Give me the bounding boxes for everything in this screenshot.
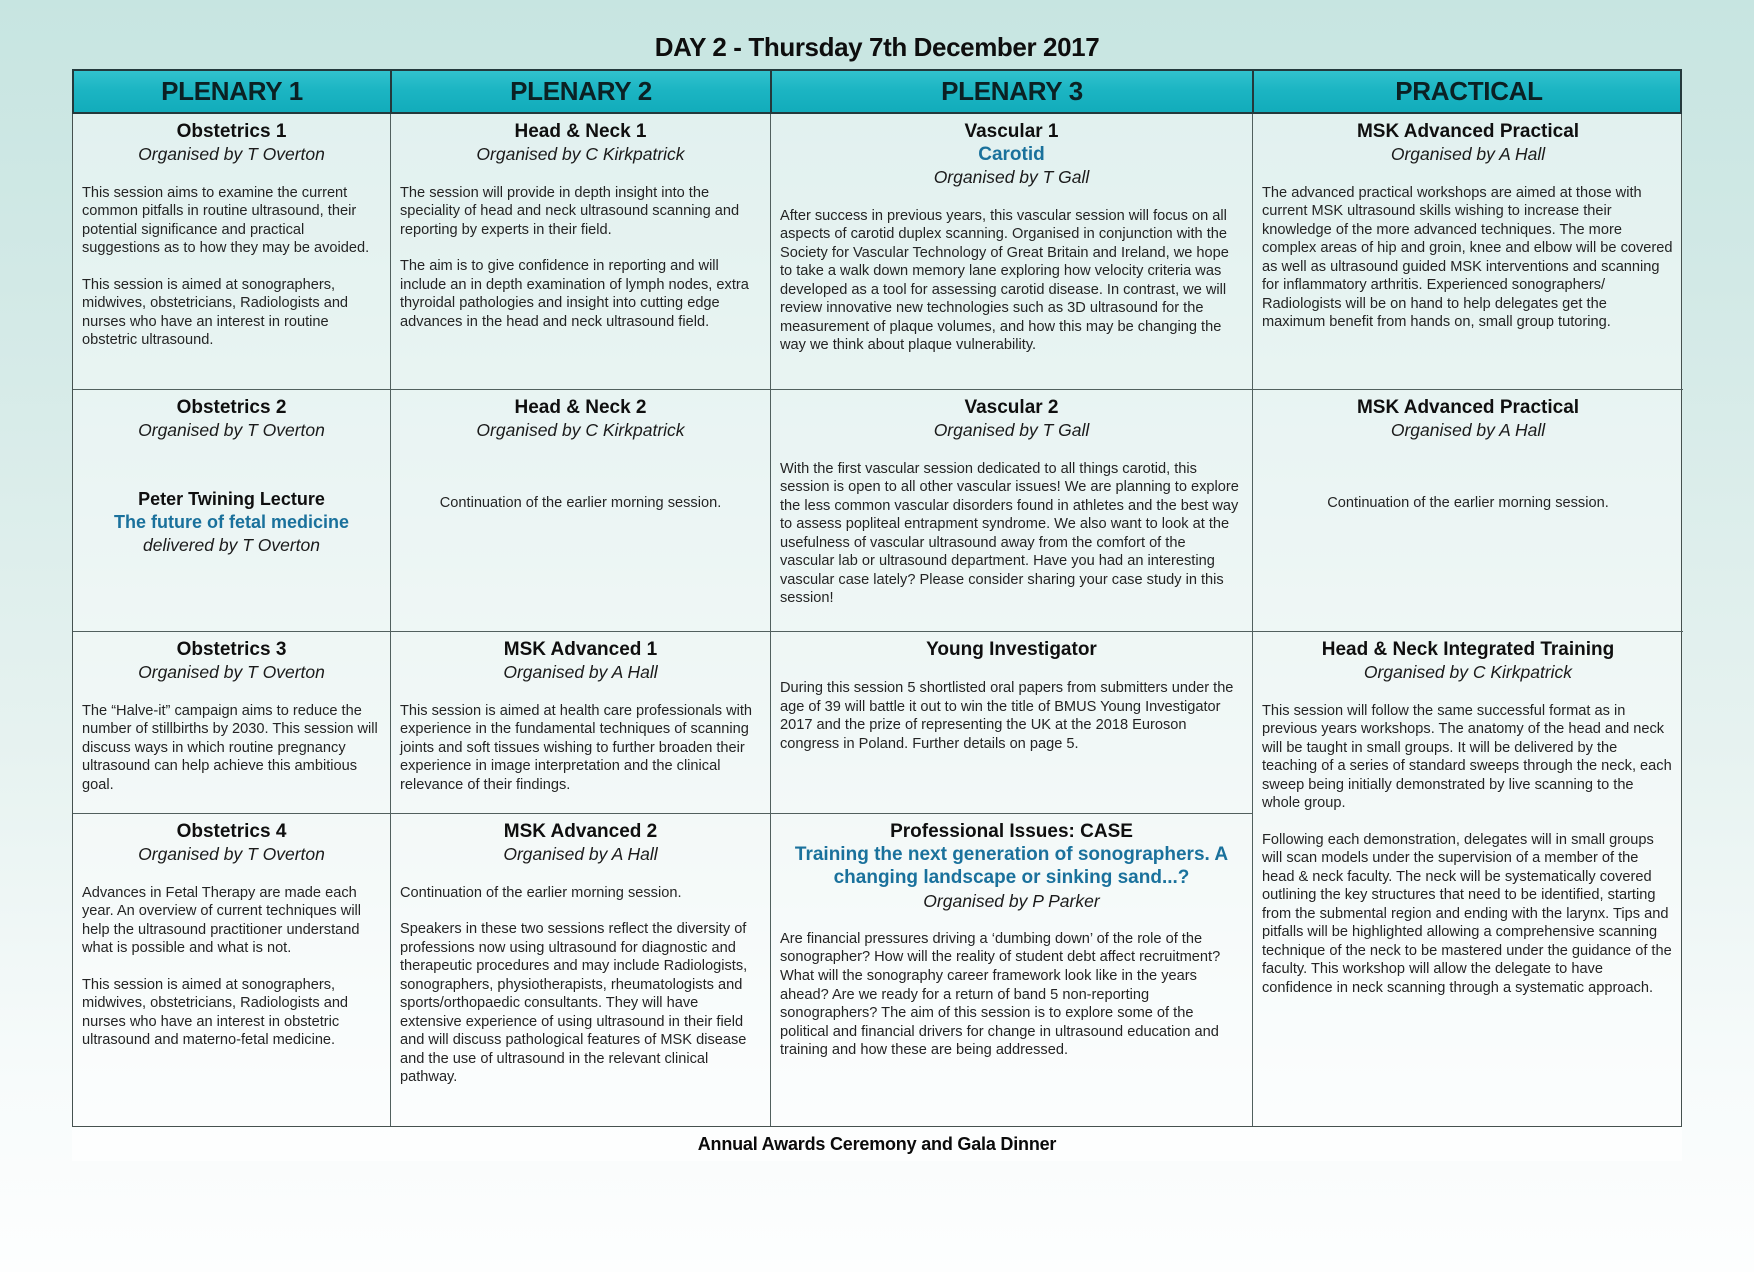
session-organiser: Organised by A Hall bbox=[503, 662, 658, 683]
session-title: Head & Neck 2 bbox=[514, 397, 647, 418]
session-organiser: Organised by C Kirkpatrick bbox=[1363, 662, 1573, 683]
session-title: Head & Neck 1 bbox=[514, 121, 647, 142]
column-header-plenary-1: PLENARY 1 bbox=[74, 71, 392, 112]
cell-head-neck-2 bbox=[391, 390, 771, 632]
session-title: MSK Advanced Practical bbox=[1356, 397, 1580, 418]
session-organiser: Organised by A Hall bbox=[1390, 420, 1546, 441]
schedule-table bbox=[72, 69, 1682, 1161]
awards-dinner-banner: Annual Awards Ceremony and Gala Dinner bbox=[72, 1127, 1682, 1161]
cell-obstetrics-1 bbox=[73, 114, 391, 390]
session-description: The “Halve-it” campaign aims to reduce the number of stillbirths by 2030. This session will discuss ways in which routine pregnancy ultrasound can help achieve this ambitious goal. bbox=[82, 702, 378, 793]
lecture-title: Peter Twining Lecture bbox=[138, 488, 325, 509]
cell-head-neck-1 bbox=[391, 114, 771, 390]
lecture-subtitle: The future of fetal medicine bbox=[113, 511, 350, 532]
session-organiser: Organised by T Overton bbox=[138, 662, 325, 683]
session-description: Are financial pressures driving a ‘dumbing down’ of the role of the sonographer? How will the reality of student debt affect recruitment? What will the sonography career framework look like in the years ahead? Are we ready for a return of band 5 non-reporting sonographers? The aim of this session is to explore some of the political and financial drivers for change in ultrasound education and training and how these are being addressed. bbox=[780, 930, 1221, 1059]
session-description: With the first vascular session dedicated to all things carotid, this session is open to all other vascular issues! We are planning to explore the less common vascular disorders found in athletes and the best way to assess popliteal entrapment syndrome. We also want to look at the usefulness of vascular ultrasound away from the comfort of the vascular lab or ultrasound department. Have you had an interesting vascular case lately? Please consider sharing your case study in this session! bbox=[780, 460, 1239, 607]
session-organiser: Organised by C Kirkpatrick bbox=[476, 420, 685, 441]
session-title: MSK Advanced 1 bbox=[503, 639, 658, 660]
session-description: During this session 5 shortlisted oral papers from submitters under the age of 39 will battle it out to win the title of BMUS Young Investigator 2017 and the prize of representing the UK at the 2018 Euroson congress in Poland. Further details on page 5. bbox=[780, 680, 1234, 752]
session-subtitle: Training the next generation of sonographers. A changing landscape or sinking sand...? bbox=[794, 844, 1229, 889]
cell-young-investigator bbox=[771, 632, 1253, 814]
lecture-speaker: delivered by T Overton bbox=[142, 535, 321, 556]
cell-vascular-1 bbox=[771, 114, 1253, 390]
session-organiser: Organised by A Hall bbox=[503, 844, 658, 865]
session-description: Speakers in these two sessions reflect the diversity of professions now using ultrasound for diagnostic and therapeutic procedures and may include Radiologists, sonographers, physiotherapists, rheumatologists and sports/orthopaedic consultants. They will have extensive experience of using ultrasound in their field and will discuss pathological features of MSK disease and the use of ultrasound in the relevant clinical pathway. bbox=[400, 921, 748, 1086]
cell-msk-advanced-2 bbox=[391, 814, 771, 1126]
session-title: Vascular 2 bbox=[964, 397, 1059, 418]
session-title: Young Investigator bbox=[926, 639, 1097, 660]
program-page bbox=[0, 32, 1754, 1272]
session-organiser: Organised by T Overton bbox=[138, 144, 325, 165]
session-organiser: Organised by T Gall bbox=[933, 167, 1090, 188]
session-title: Vascular 1 bbox=[964, 121, 1059, 142]
session-description: This session is aimed at health care professionals with experience in the fundamental techniques of scanning joints and soft tissues wishing to further broaden their experience in image interpretation and the clinical relevance of their findings. bbox=[400, 702, 753, 793]
session-title: Obstetrics 1 bbox=[176, 121, 287, 142]
session-organiser: Organised by T Overton bbox=[138, 844, 325, 865]
session-description: This session is aimed at sonographers, midwives, obstetricians, Radiologists and nurses who have an interest in routine obstetric ultrasound. bbox=[82, 276, 349, 349]
session-title: MSK Advanced 2 bbox=[503, 821, 658, 842]
cell-obstetrics-3 bbox=[73, 632, 391, 814]
column-header-practical: PRACTICAL bbox=[1395, 76, 1543, 106]
page-title: DAY 2 - Thursday 7th December 2017 bbox=[654, 32, 1100, 62]
session-description: This session aims to examine the current common pitfalls in routine ultrasound, their potential significance and practical suggestions as to how they may be avoided. bbox=[82, 184, 370, 257]
cell-professional-issues-case bbox=[771, 814, 1253, 1126]
named-lecture-block bbox=[82, 488, 381, 558]
session-title: Obstetrics 2 bbox=[176, 397, 287, 418]
cell-head-neck-integrated-training bbox=[1253, 632, 1683, 1126]
session-title: MSK Advanced Practical bbox=[1356, 121, 1580, 142]
session-description: Continuation of the earlier morning session. bbox=[400, 884, 682, 901]
cell-msk-advanced-practical-am bbox=[1253, 114, 1683, 390]
session-organiser: Organised by T Gall bbox=[933, 420, 1090, 441]
session-description: Following each demonstration, delegates will in small groups will scan models under the supervision of a member of the head & neck faculty. The neck will be systematically covered outlining the key structures that need to be identified, starting from the submental region and ending with the larynx. Tips and pitfalls will be highlighted allowing a comprehensive scanning technique of the neck to be mastered under the guidance of the faculty. This workshop will allow the delegate to have confidence in neck scanning through a systematic approach. bbox=[1262, 831, 1672, 996]
session-note: Continuation of the earlier morning session. bbox=[1327, 494, 1609, 511]
session-organiser: Organised by C Kirkpatrick bbox=[476, 144, 685, 165]
session-description: This session is aimed at sonographers, midwives, obstetricians, Radiologists and nurses who have an interest in obstetric ultrasound and materno-fetal medicine. bbox=[82, 976, 349, 1049]
cell-obstetrics-2 bbox=[73, 390, 391, 632]
cell-vascular-2 bbox=[771, 390, 1253, 632]
session-description: After success in previous years, this vascular session will focus on all aspects of carotid duplex scanning. Organised in conjunction with the Society for Vascular Technology of Great Britain and Ireland, we hope to take a walk down memory lane exploring how velocity criteria was developed as a tool for assessing carotid disease. In contrast, we will review innovative new technologies such as 3D ultrasound for the measurement of plaque volumes, and how this may be changing the way we think about plaque vulnerability. bbox=[780, 207, 1229, 354]
session-organiser: Organised by T Overton bbox=[138, 420, 325, 441]
session-note: Continuation of the earlier morning session. bbox=[439, 494, 722, 511]
cell-msk-advanced-1 bbox=[391, 632, 771, 814]
cell-msk-advanced-practical-pm bbox=[1253, 390, 1683, 632]
session-description: The advanced practical workshops are aimed at those with current MSK ultrasound skills wishing to increase their knowledge of the more advanced techniques. The more complex areas of hip and groin, knee and elbow will be covered as well as ultrasound guided MSK interventions and scanning for inflammatory arthritis. Experienced sonographers/ Radiologists will be on hand to help delegates get the maximum benefit from hands on, small group tutoring. bbox=[1262, 184, 1673, 331]
cell-obstetrics-4 bbox=[73, 814, 391, 1126]
table-header-row bbox=[72, 69, 1682, 114]
session-title: Head & Neck Integrated Training bbox=[1321, 639, 1615, 660]
session-description: The aim is to give confidence in reporting and will include an in depth examination of lymph nodes, extra thyroidal pathologies and insight into cutting edge advances in the head and neck ultrasound field. bbox=[400, 258, 749, 330]
session-subtitle: Carotid bbox=[978, 144, 1045, 166]
session-description: This session will follow the same successful format as in previous years workshops. The anatomy of the head and neck will be taught in small groups. It will be delivered by the teaching of a series of standard sweeps through the neck, each sweep being initially demonstrated by live scanning to the whole group. bbox=[1262, 702, 1672, 812]
column-header-plenary-2: PLENARY 2 bbox=[392, 71, 772, 112]
session-title: Professional Issues: CASE bbox=[890, 821, 1133, 842]
table-body bbox=[72, 114, 1682, 1127]
column-header-plenary-3: PLENARY 3 bbox=[772, 71, 1254, 112]
session-title: Obstetrics 4 bbox=[176, 821, 287, 842]
session-description: Advances in Fetal Therapy are made each year. An overview of current techniques will help the ultrasound practitioner understand what is possible and what is not. bbox=[82, 884, 362, 957]
session-title: Obstetrics 3 bbox=[176, 639, 287, 660]
session-organiser: Organised by A Hall bbox=[1390, 144, 1546, 165]
session-description: The session will provide in depth insight into the speciality of head and neck ultrasound scanning and reporting by experts in their field. bbox=[400, 184, 740, 238]
session-organiser: Organised by P Parker bbox=[923, 890, 1100, 911]
